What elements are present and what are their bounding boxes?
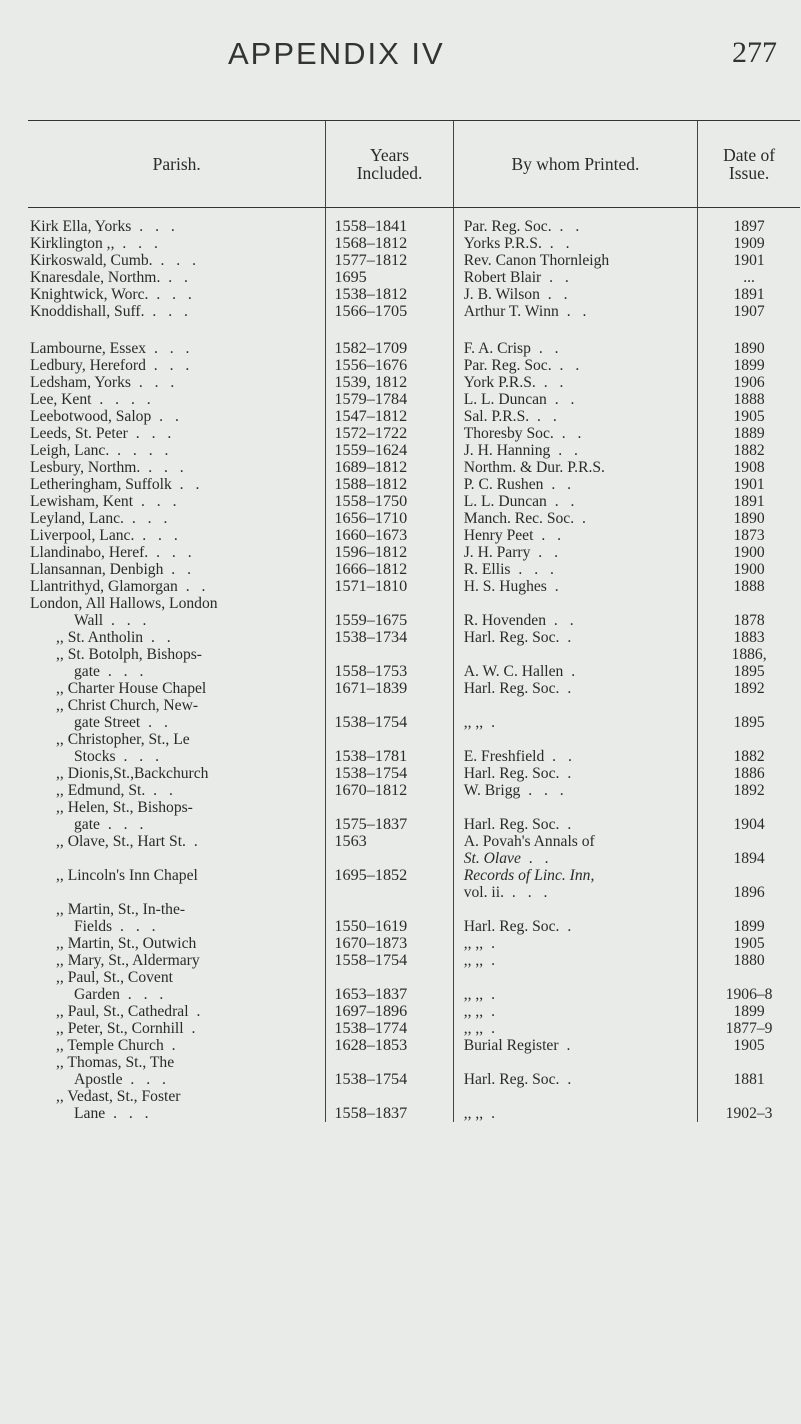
parish-cell: ,, Christ Church, New-	[56, 697, 199, 714]
parish-cell: Wall . . .	[74, 612, 151, 629]
years-cell	[326, 884, 453, 901]
years-cell: 1579–1784	[326, 391, 453, 408]
printer-cell: Yorks P.R.S. . .	[453, 235, 697, 252]
parish-cell: Liverpool, Lanc. . . .	[30, 527, 182, 544]
table-row	[28, 663, 800, 680]
table-row	[28, 510, 800, 527]
printer-cell: ,, ,, .	[453, 1020, 697, 1037]
parish-cell: Leyland, Lanc. . . .	[30, 510, 172, 527]
table-row	[28, 833, 800, 850]
printer-cell: Henry Peet . .	[453, 527, 697, 544]
table-row	[28, 391, 800, 408]
parish-cell: Lambourne, Essex . . .	[30, 340, 194, 357]
parish-cell: Lewisham, Kent . . .	[30, 493, 181, 510]
printer-cell: Par. Reg. Soc. . .	[453, 218, 697, 235]
table-row	[28, 646, 800, 663]
years-cell: 1575–1837	[326, 816, 453, 833]
years-cell: 1653–1837	[326, 986, 453, 1003]
table-row	[28, 765, 800, 782]
table-row	[28, 252, 800, 269]
years-cell: 1671–1839	[326, 680, 453, 697]
printer-cell: Robert Blair . .	[453, 269, 697, 286]
table-row	[28, 867, 800, 884]
parish-cell: ,, Olave, St., Hart St. .	[56, 833, 202, 850]
table-row	[28, 816, 800, 833]
date-cell: 1888	[698, 578, 800, 595]
printer-cell: ,, ,, .	[453, 1003, 697, 1020]
date-cell	[698, 969, 800, 986]
parish-cell: gate . . .	[74, 816, 148, 833]
date-cell: 1900	[698, 544, 800, 561]
table-row	[28, 918, 800, 935]
date-cell: 1904	[698, 816, 800, 833]
years-cell: 1558–1750	[326, 493, 453, 510]
date-cell: 1906	[698, 374, 800, 391]
table-row	[28, 952, 800, 969]
printer-cell: Burial Register .	[453, 1037, 697, 1054]
table-row	[28, 1037, 800, 1054]
parish-cell: ,, Charter House Chapel	[56, 680, 207, 697]
table-row	[28, 340, 800, 357]
table-row	[28, 561, 800, 578]
years-cell	[326, 697, 453, 714]
table-row	[28, 697, 800, 714]
printer-cell	[453, 1088, 697, 1105]
parish-cell: Ledbury, Hereford . . .	[30, 357, 194, 374]
printer-cell: Harl. Reg. Soc. .	[453, 1071, 697, 1088]
page-header	[0, 28, 801, 78]
parish-cell: Kirkoswald, Cumb. . . .	[30, 252, 200, 269]
printer-cell: Rev. Canon Thornleigh	[453, 252, 697, 269]
printer-cell: Arthur T. Winn . .	[453, 303, 697, 320]
table-row	[28, 218, 800, 235]
years-cell: 1695–1852	[326, 867, 453, 884]
parish-cell: ,, Martin, St., Outwich	[56, 935, 197, 952]
parish-cell: ,, St. Botolph, Bishops-	[56, 646, 203, 663]
years-cell: 1666–1812	[326, 561, 453, 578]
column-header-printer: By whom Printed.	[453, 121, 697, 208]
date-cell	[698, 697, 800, 714]
date-cell	[698, 1054, 800, 1071]
printer-cell: Harl. Reg. Soc. .	[453, 680, 697, 697]
parish-cell: Lesbury, Northm. . . .	[30, 459, 188, 476]
years-cell: 1568–1812	[326, 235, 453, 252]
column-header-years: Years Included.	[326, 121, 453, 208]
printer-cell	[453, 1054, 697, 1071]
table-row	[28, 1105, 800, 1122]
date-cell: 1889	[698, 425, 800, 442]
years-cell	[326, 646, 453, 663]
printer-cell: ,, ,, .	[453, 986, 697, 1003]
parish-cell: Lane . . .	[74, 1105, 153, 1122]
parish-cell: Llansannan, Denbigh . .	[30, 561, 195, 578]
parish-cell	[28, 850, 326, 867]
years-cell: 1558–1753	[326, 663, 453, 680]
date-cell: 1896	[698, 884, 800, 901]
parish-cell: Leeds, St. Peter . . .	[30, 425, 176, 442]
printer-cell: A. Povah's Annals of	[453, 833, 697, 850]
table-row	[28, 527, 800, 544]
date-cell: 1886,	[698, 646, 800, 663]
years-cell: 1547–1812	[326, 408, 453, 425]
printer-cell: Records of Linc. Inn,	[453, 867, 697, 884]
date-cell	[698, 595, 800, 612]
parish-cell: Fields . . .	[74, 918, 160, 935]
years-cell	[326, 595, 453, 612]
years-cell: 1628–1853	[326, 1037, 453, 1054]
years-cell: 1558–1841	[326, 218, 453, 235]
years-cell: 1577–1812	[326, 252, 453, 269]
years-cell: 1538–1774	[326, 1020, 453, 1037]
parish-cell: ,, Lincoln's Inn Chapel	[56, 867, 198, 884]
parish-cell: ,, Paul, St., Cathedral .	[56, 1003, 205, 1020]
years-cell: 1538–1781	[326, 748, 453, 765]
printer-cell: Sal. P.R.S. . .	[453, 408, 697, 425]
years-cell: 1538–1754	[326, 714, 453, 731]
table-row	[28, 442, 800, 459]
parish-cell: Stocks . . .	[74, 748, 163, 765]
date-cell: 1902–3	[698, 1105, 800, 1122]
years-cell: 1695	[326, 269, 453, 286]
date-cell: 1897	[698, 218, 800, 235]
years-cell: 1539, 1812	[326, 374, 453, 391]
printer-cell: Harl. Reg. Soc. .	[453, 918, 697, 935]
years-cell: 1689–1812	[326, 459, 453, 476]
date-cell: 1899	[698, 1003, 800, 1020]
parish-cell: ,, Paul, St., Covent	[56, 969, 173, 986]
printer-cell: J. B. Wilson . .	[453, 286, 697, 303]
table-row	[28, 884, 800, 901]
table-row	[28, 476, 800, 493]
parish-cell: Llandinabo, Heref. . . .	[30, 544, 196, 561]
parish-cell: Knoddishall, Suff. . . .	[30, 303, 192, 320]
date-cell: 1882	[698, 442, 800, 459]
date-cell: 1905	[698, 935, 800, 952]
parish-cell: Leebotwood, Salop . .	[30, 408, 183, 425]
years-cell: 1563	[326, 833, 453, 850]
years-cell: 1656–1710	[326, 510, 453, 527]
table-row	[28, 850, 800, 867]
table-header-row	[28, 121, 800, 208]
years-cell: 1559–1675	[326, 612, 453, 629]
date-cell: 1892	[698, 782, 800, 799]
date-cell: 1883	[698, 629, 800, 646]
parish-cell: ,, Christopher, St., Le	[56, 731, 190, 748]
date-cell: 1906–8	[698, 986, 800, 1003]
table-row	[28, 544, 800, 561]
table-row	[28, 901, 800, 918]
parish-cell: Knaresdale, Northm. . .	[30, 269, 192, 286]
date-cell	[698, 833, 800, 850]
years-cell: 1538–1812	[326, 286, 453, 303]
years-cell: 1697–1896	[326, 1003, 453, 1020]
years-cell: 1559–1624	[326, 442, 453, 459]
printer-cell: F. A. Crisp . .	[453, 340, 697, 357]
table-row	[28, 357, 800, 374]
printer-cell: York P.R.S. . .	[453, 374, 697, 391]
date-cell	[698, 731, 800, 748]
date-cell: ...	[698, 269, 800, 286]
table-row	[28, 731, 800, 748]
table-row	[28, 459, 800, 476]
printer-cell: ,, ,, .	[453, 714, 697, 731]
years-cell: 1596–1812	[326, 544, 453, 561]
parish-cell: Lee, Kent . . . .	[30, 391, 155, 408]
parish-cell: gate Street . .	[74, 714, 172, 731]
date-cell: 1894	[698, 850, 800, 867]
date-cell: 1886	[698, 765, 800, 782]
parish-cell: Kirklington ,, . . .	[30, 235, 162, 252]
column-header-date: Date of Issue.	[698, 121, 800, 208]
years-cell: 1582–1709	[326, 340, 453, 357]
parish-cell: ,, Mary, St., Aldermary	[56, 952, 200, 969]
years-cell: 1572–1722	[326, 425, 453, 442]
printer-cell: E. Freshfield . .	[453, 748, 697, 765]
years-cell: 1550–1619	[326, 918, 453, 935]
date-cell: 1907	[698, 303, 800, 320]
parish-cell: Ledsham, Yorks . . .	[30, 374, 179, 391]
date-cell: 1901	[698, 252, 800, 269]
years-cell: 1588–1812	[326, 476, 453, 493]
printer-cell: St. Olave . .	[453, 850, 697, 867]
date-cell: 1881	[698, 1071, 800, 1088]
printer-cell	[453, 799, 697, 816]
parish-cell: ,, Thomas, St., The	[56, 1054, 175, 1071]
years-cell: 1558–1754	[326, 952, 453, 969]
printer-cell: J. H. Hanning . .	[453, 442, 697, 459]
printer-cell	[453, 646, 697, 663]
column-header-parish: Parish.	[28, 121, 326, 208]
date-cell: 1905	[698, 408, 800, 425]
date-cell: 1908	[698, 459, 800, 476]
parish-cell: ,, Edmund, St. . .	[56, 782, 177, 799]
parish-cell	[28, 884, 326, 901]
table-row	[28, 408, 800, 425]
date-cell: 1895	[698, 663, 800, 680]
date-cell: 1878	[698, 612, 800, 629]
printer-cell: J. H. Parry . .	[453, 544, 697, 561]
parish-cell: Apostle . . .	[74, 1071, 170, 1088]
date-cell: 1899	[698, 918, 800, 935]
table-row	[28, 612, 800, 629]
table-row	[28, 578, 800, 595]
date-cell: 1888	[698, 391, 800, 408]
years-cell: 1538–1754	[326, 765, 453, 782]
parish-cell: Kirk Ella, Yorks . . .	[30, 218, 179, 235]
years-cell: 1660–1673	[326, 527, 453, 544]
date-cell	[698, 1088, 800, 1105]
printer-cell: ,, ,, .	[453, 935, 697, 952]
years-cell: 1670–1812	[326, 782, 453, 799]
parish-cell: ,, Dionis,St.,Backchurch	[56, 765, 209, 782]
date-cell	[698, 867, 800, 884]
printer-cell: W. Brigg . . .	[453, 782, 697, 799]
years-cell: 1571–1810	[326, 578, 453, 595]
table-row	[28, 714, 800, 731]
table-row	[28, 493, 800, 510]
printer-cell: Northm. & Dur. P.R.S.	[453, 459, 697, 476]
parish-cell: London, All Hallows, London	[30, 595, 218, 612]
table-row	[28, 799, 800, 816]
table-row	[28, 425, 800, 442]
parish-cell: Llantrithyd, Glamorgan . .	[30, 578, 210, 595]
parish-cell: ,, Martin, St., In-the-	[56, 901, 186, 918]
parish-register-table	[28, 120, 800, 1122]
date-cell: 1895	[698, 714, 800, 731]
table-row	[28, 303, 800, 320]
years-cell	[326, 850, 453, 867]
years-cell	[326, 901, 453, 918]
printer-cell	[453, 969, 697, 986]
printer-cell: vol. ii. . . .	[453, 884, 697, 901]
parish-cell: Garden . . .	[74, 986, 168, 1003]
date-cell: 1882	[698, 748, 800, 765]
table-row	[28, 986, 800, 1003]
date-cell: 1905	[698, 1037, 800, 1054]
printer-cell: ,, ,, .	[453, 1105, 697, 1122]
parish-cell: Knightwick, Worc. . . .	[30, 286, 196, 303]
years-cell: 1670–1873	[326, 935, 453, 952]
page-number: 277	[732, 36, 777, 69]
parish-cell: ,, Temple Church .	[56, 1037, 180, 1054]
date-cell: 1890	[698, 340, 800, 357]
date-cell: 1880	[698, 952, 800, 969]
years-cell	[326, 731, 453, 748]
table-row	[28, 595, 800, 612]
printer-cell: Harl. Reg. Soc. .	[453, 629, 697, 646]
date-cell: 1901	[698, 476, 800, 493]
table-row	[28, 748, 800, 765]
section-gap	[28, 320, 800, 340]
table-row	[28, 286, 800, 303]
years-cell: 1538–1734	[326, 629, 453, 646]
printer-cell: ,, ,, .	[453, 952, 697, 969]
printer-cell: L. L. Duncan . .	[453, 391, 697, 408]
table-row	[28, 629, 800, 646]
table-row	[28, 1054, 800, 1071]
date-cell	[698, 901, 800, 918]
years-cell	[326, 1088, 453, 1105]
parish-cell: ,, Vedast, St., Foster	[56, 1088, 181, 1105]
printer-cell: R. Ellis . . .	[453, 561, 697, 578]
printer-cell	[453, 697, 697, 714]
table-row	[28, 1020, 800, 1037]
parish-cell: Leigh, Lanc. . . . .	[30, 442, 173, 459]
date-cell: 1899	[698, 357, 800, 374]
table-row	[28, 680, 800, 697]
printer-cell	[453, 731, 697, 748]
years-cell: 1558–1837	[326, 1105, 453, 1122]
date-cell: 1900	[698, 561, 800, 578]
table-row	[28, 969, 800, 986]
printer-cell: A. W. C. Hallen .	[453, 663, 697, 680]
printer-cell: H. S. Hughes .	[453, 578, 697, 595]
printer-cell: Manch. Rec. Soc. .	[453, 510, 697, 527]
parish-cell: ,, St. Antholin . .	[56, 629, 175, 646]
years-cell	[326, 1054, 453, 1071]
printer-cell	[453, 901, 697, 918]
date-cell	[698, 799, 800, 816]
printer-cell: R. Hovenden . .	[453, 612, 697, 629]
table-row	[28, 1003, 800, 1020]
years-cell	[326, 969, 453, 986]
date-cell: 1873	[698, 527, 800, 544]
parish-cell: gate . . .	[74, 663, 148, 680]
date-cell: 1877–9	[698, 1020, 800, 1037]
parish-cell: ,, Peter, St., Cornhill .	[56, 1020, 200, 1037]
years-cell: 1556–1676	[326, 357, 453, 374]
printer-cell: Par. Reg. Soc. . .	[453, 357, 697, 374]
parish-cell: ,, Helen, St., Bishops-	[56, 799, 193, 816]
years-cell: 1566–1705	[326, 303, 453, 320]
parish-cell: Letheringham, Suffolk . .	[30, 476, 204, 493]
page-title: APPENDIX IV	[228, 36, 445, 71]
table-row	[28, 235, 800, 252]
table-row	[28, 269, 800, 286]
printer-cell: Harl. Reg. Soc. .	[453, 816, 697, 833]
table-row	[28, 374, 800, 391]
years-cell: 1538–1754	[326, 1071, 453, 1088]
printer-cell: L. L. Duncan . .	[453, 493, 697, 510]
table-row	[28, 1088, 800, 1105]
date-cell: 1892	[698, 680, 800, 697]
years-cell	[326, 799, 453, 816]
printer-cell: P. C. Rushen . .	[453, 476, 697, 493]
table-row	[28, 1071, 800, 1088]
date-cell: 1909	[698, 235, 800, 252]
table-row	[28, 782, 800, 799]
printer-cell: Thoresby Soc. . .	[453, 425, 697, 442]
printer-cell	[453, 595, 697, 612]
date-cell: 1891	[698, 286, 800, 303]
date-cell: 1890	[698, 510, 800, 527]
date-cell: 1891	[698, 493, 800, 510]
printer-cell: Harl. Reg. Soc. .	[453, 765, 697, 782]
table-row	[28, 935, 800, 952]
